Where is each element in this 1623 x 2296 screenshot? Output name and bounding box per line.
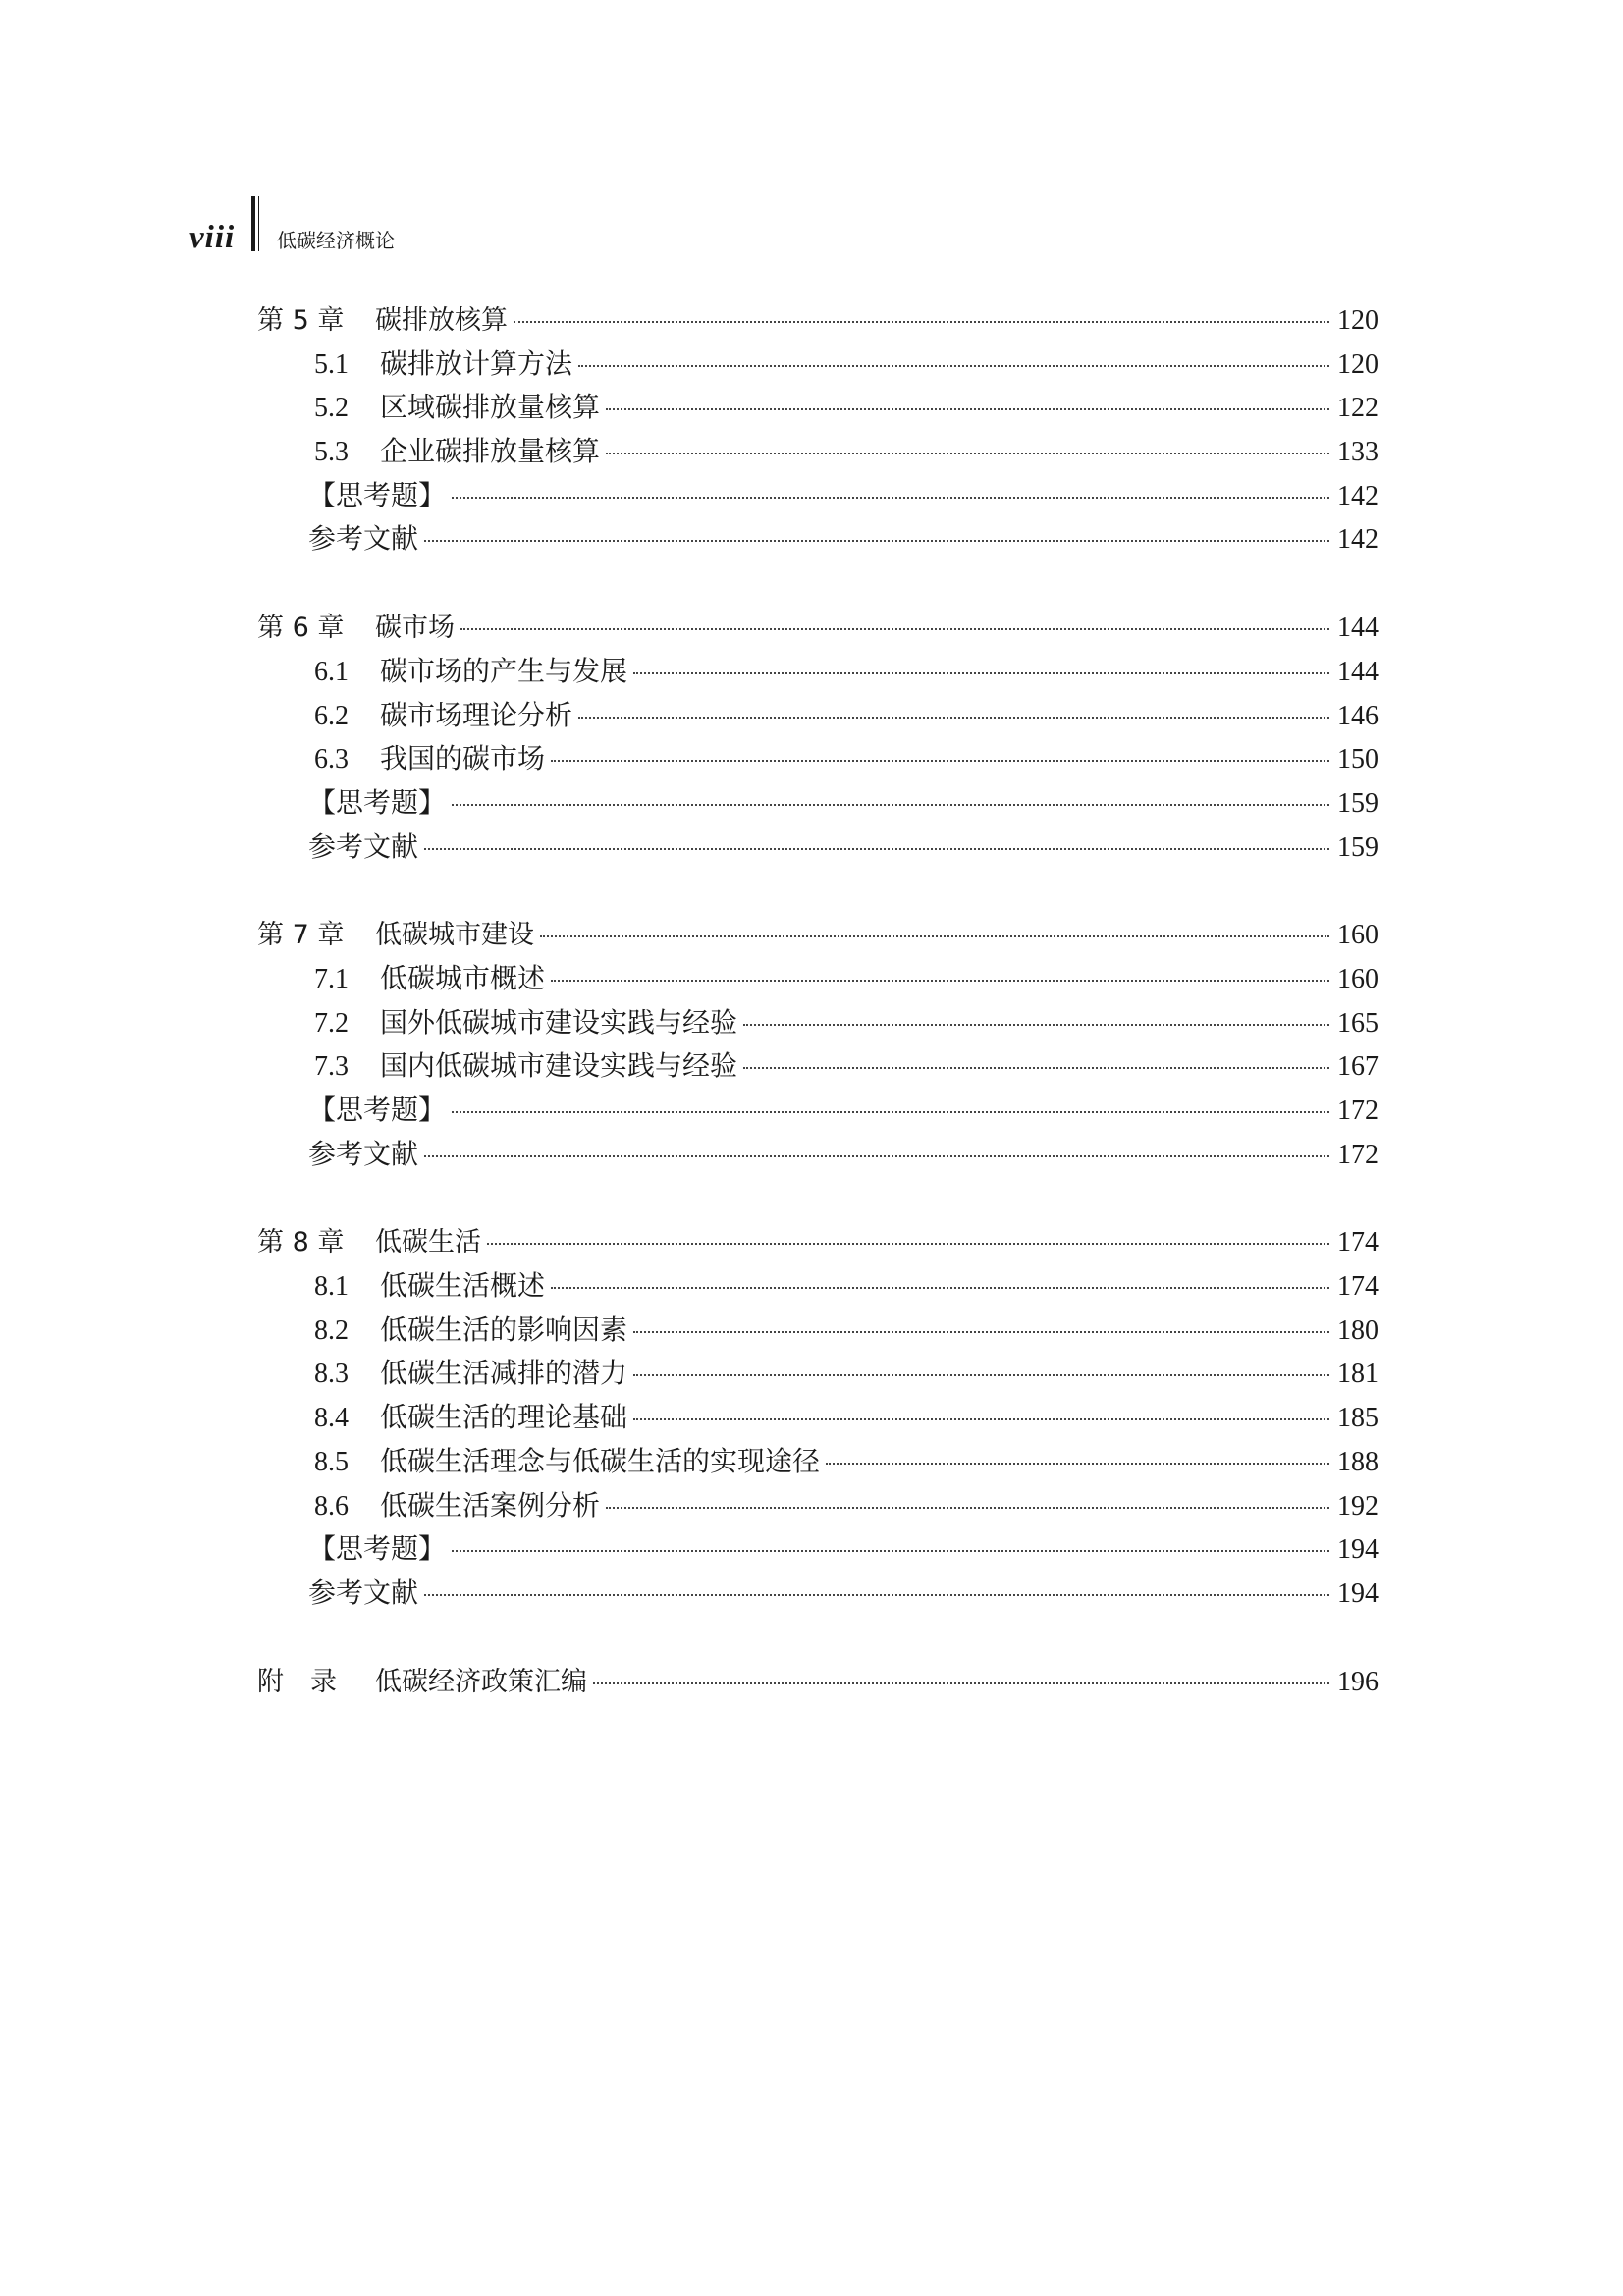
toc-page-number: 167 [1337,1051,1379,1083]
toc-entry-title: 参考文献 [308,1139,419,1170]
dot-leader [452,497,1329,499]
toc-page-number: 192 [1337,1490,1379,1522]
toc-chapter-entry[interactable] [0,607,1623,651]
dot-leader [633,1331,1329,1333]
toc-extra-entry[interactable] [0,1090,1623,1134]
toc-entry-number: 8.4 [314,1403,349,1434]
toc-entry-number: 第 7 章 [257,920,345,951]
dot-leader [424,540,1329,542]
toc-entry-title: 国内低碳城市建设实践与经验 [380,1051,738,1083]
toc-extra-entry[interactable] [0,518,1623,562]
toc-page-number: 196 [1337,1666,1379,1697]
toc-entry-number: 第 6 章 [257,613,345,644]
toc-entry-number: 7.2 [314,1007,349,1039]
toc-section-entry[interactable] [0,1002,1623,1046]
toc-entry-number: 8.3 [314,1359,349,1390]
dot-leader [578,365,1329,367]
dot-leader [633,1418,1329,1420]
dot-leader [826,1463,1329,1465]
dot-leader [452,1111,1329,1113]
toc-entry-title: 低碳经济政策汇编 [375,1666,587,1697]
toc-section-entry[interactable] [0,1441,1623,1485]
toc-section-entry[interactable] [0,1397,1623,1441]
chapter-gap [0,562,1623,607]
dot-leader [593,1682,1329,1684]
toc-entry-number: 7.1 [314,963,349,994]
dot-leader [551,760,1329,762]
toc-entry-title: 参考文献 [308,831,419,863]
toc-extra-entry[interactable] [0,1134,1623,1178]
toc-entry-number: 5.3 [314,437,349,468]
dot-leader [452,1550,1329,1552]
toc-page-number: 174 [1337,1271,1379,1303]
dot-leader [424,1155,1329,1157]
toc-chapter-entry[interactable] [0,1661,1623,1705]
dot-leader [633,1374,1329,1376]
toc-entry-title: 【思考题】 [308,787,447,819]
toc-extra-entry[interactable] [0,827,1623,871]
toc-entry-number: 附 录 [257,1666,337,1697]
header-rule-thick [251,196,255,251]
toc-entry-number: 6.3 [314,744,349,775]
dot-leader [551,1287,1329,1289]
dot-leader [743,1024,1329,1026]
toc-page-number: 133 [1337,437,1379,468]
toc-entry-title: 企业碳排放量核算 [380,437,601,468]
toc-entry-title: 低碳生活理念与低碳生活的实现途径 [380,1446,821,1477]
toc-page-number: 181 [1337,1359,1379,1390]
dot-leader [606,408,1329,410]
toc-entry-title: 【思考题】 [308,480,447,511]
toc-page-number: 159 [1337,787,1379,819]
toc-page-number: 120 [1337,305,1379,336]
toc-entry-number: 8.6 [314,1490,349,1522]
toc-page-number: 160 [1337,920,1379,951]
toc-entry-title: 区域碳排放量核算 [380,393,601,424]
dot-leader [424,848,1329,850]
toc-entry-number: 6.1 [314,656,349,687]
toc-section-entry[interactable] [0,387,1623,431]
toc-extra-entry[interactable] [0,782,1623,827]
toc-section-entry[interactable] [0,1309,1623,1354]
toc-page-number: 150 [1337,744,1379,775]
dot-leader [606,1507,1329,1509]
book-title: 低碳经济概论 [277,229,395,252]
toc-page-number: 142 [1337,480,1379,511]
toc-page-number: 185 [1337,1403,1379,1434]
toc-page-number: 180 [1337,1314,1379,1346]
toc-section-entry[interactable] [0,1265,1623,1309]
toc-section-entry[interactable] [0,738,1623,782]
toc-page-number: 165 [1337,1007,1379,1039]
dot-leader [606,453,1329,454]
toc-entry-title: 低碳城市建设 [375,920,534,951]
toc-entry-number: 5.1 [314,348,349,380]
toc-section-entry[interactable] [0,1045,1623,1090]
toc-entry-title: 低碳生活的影响因素 [380,1314,628,1346]
toc-page-number: 172 [1337,1139,1379,1170]
toc-entry-title: 参考文献 [308,524,419,556]
toc-entry-number: 第 5 章 [257,305,345,336]
dot-leader [578,717,1329,719]
toc-page-number: 188 [1337,1446,1379,1477]
toc-page-number: 160 [1337,963,1379,994]
toc-page-number: 174 [1337,1227,1379,1258]
toc-extra-entry[interactable] [0,475,1623,519]
toc-page-number: 144 [1337,656,1379,687]
toc-entry-number: 8.5 [314,1446,349,1477]
toc-entry-number: 8.2 [314,1314,349,1346]
toc-page-number: 146 [1337,700,1379,731]
toc-page-number: 194 [1337,1577,1379,1609]
toc-section-entry[interactable] [0,431,1623,475]
toc-page-number: 144 [1337,613,1379,644]
table-of-contents [0,299,1623,1704]
toc-entry-title: 低碳生活案例分析 [380,1490,601,1522]
toc-entry-number: 8.1 [314,1271,349,1303]
toc-extra-entry[interactable] [0,1573,1623,1617]
page-folio: viii [189,220,236,255]
toc-extra-entry[interactable] [0,1528,1623,1573]
toc-entry-title: 碳市场的产生与发展 [380,656,628,687]
toc-section-entry[interactable] [0,958,1623,1002]
toc-section-entry[interactable] [0,651,1623,695]
toc-chapter-entry[interactable] [0,1221,1623,1265]
toc-page-number: 194 [1337,1534,1379,1566]
toc-page-number: 120 [1337,348,1379,380]
toc-entry-number: 第 8 章 [257,1227,345,1258]
header-rule-thin [258,196,259,251]
toc-entry-title: 国外低碳城市建设实践与经验 [380,1007,738,1039]
toc-chapter-entry[interactable] [0,914,1623,958]
toc-page-number: 122 [1337,393,1379,424]
toc-entry-title: 低碳城市概述 [380,963,546,994]
toc-section-entry[interactable] [0,1485,1623,1529]
toc-page-number: 172 [1337,1095,1379,1126]
dot-leader [633,672,1329,674]
toc-entry-title: 低碳生活概述 [380,1271,546,1303]
toc-page-number: 142 [1337,524,1379,556]
toc-section-entry[interactable] [0,344,1623,388]
toc-entry-title: 【思考题】 [308,1534,447,1566]
dot-leader [460,628,1329,630]
toc-entry-number: 7.3 [314,1051,349,1083]
toc-entry-title: 低碳生活减排的潜力 [380,1359,628,1390]
toc-entry-title: 碳市场理论分析 [380,700,573,731]
toc-entry-title: 碳市场 [375,613,455,644]
toc-page-number: 159 [1337,831,1379,863]
toc-entry-number: 5.2 [314,393,349,424]
toc-entry-title: 【思考题】 [308,1095,447,1126]
toc-entry-title: 低碳生活 [375,1227,481,1258]
dot-leader [514,321,1329,323]
dot-leader [551,980,1329,982]
dot-leader [452,804,1329,806]
toc-entry-title: 我国的碳市场 [380,744,546,775]
dot-leader [540,935,1329,937]
chapter-gap [0,870,1623,914]
toc-chapter-entry[interactable] [0,299,1623,344]
chapter-gap [0,1617,1623,1661]
chapter-gap [0,1177,1623,1221]
toc-entry-title: 碳排放计算方法 [380,348,573,380]
toc-section-entry[interactable] [0,1353,1623,1397]
dot-leader [487,1243,1329,1245]
toc-entry-number: 6.2 [314,700,349,731]
toc-section-entry[interactable] [0,695,1623,739]
toc-entry-title: 碳排放核算 [375,305,508,336]
dot-leader [743,1067,1329,1069]
toc-entry-title: 参考文献 [308,1577,419,1609]
toc-entry-title: 低碳生活的理论基础 [380,1403,628,1434]
dot-leader [424,1594,1329,1596]
